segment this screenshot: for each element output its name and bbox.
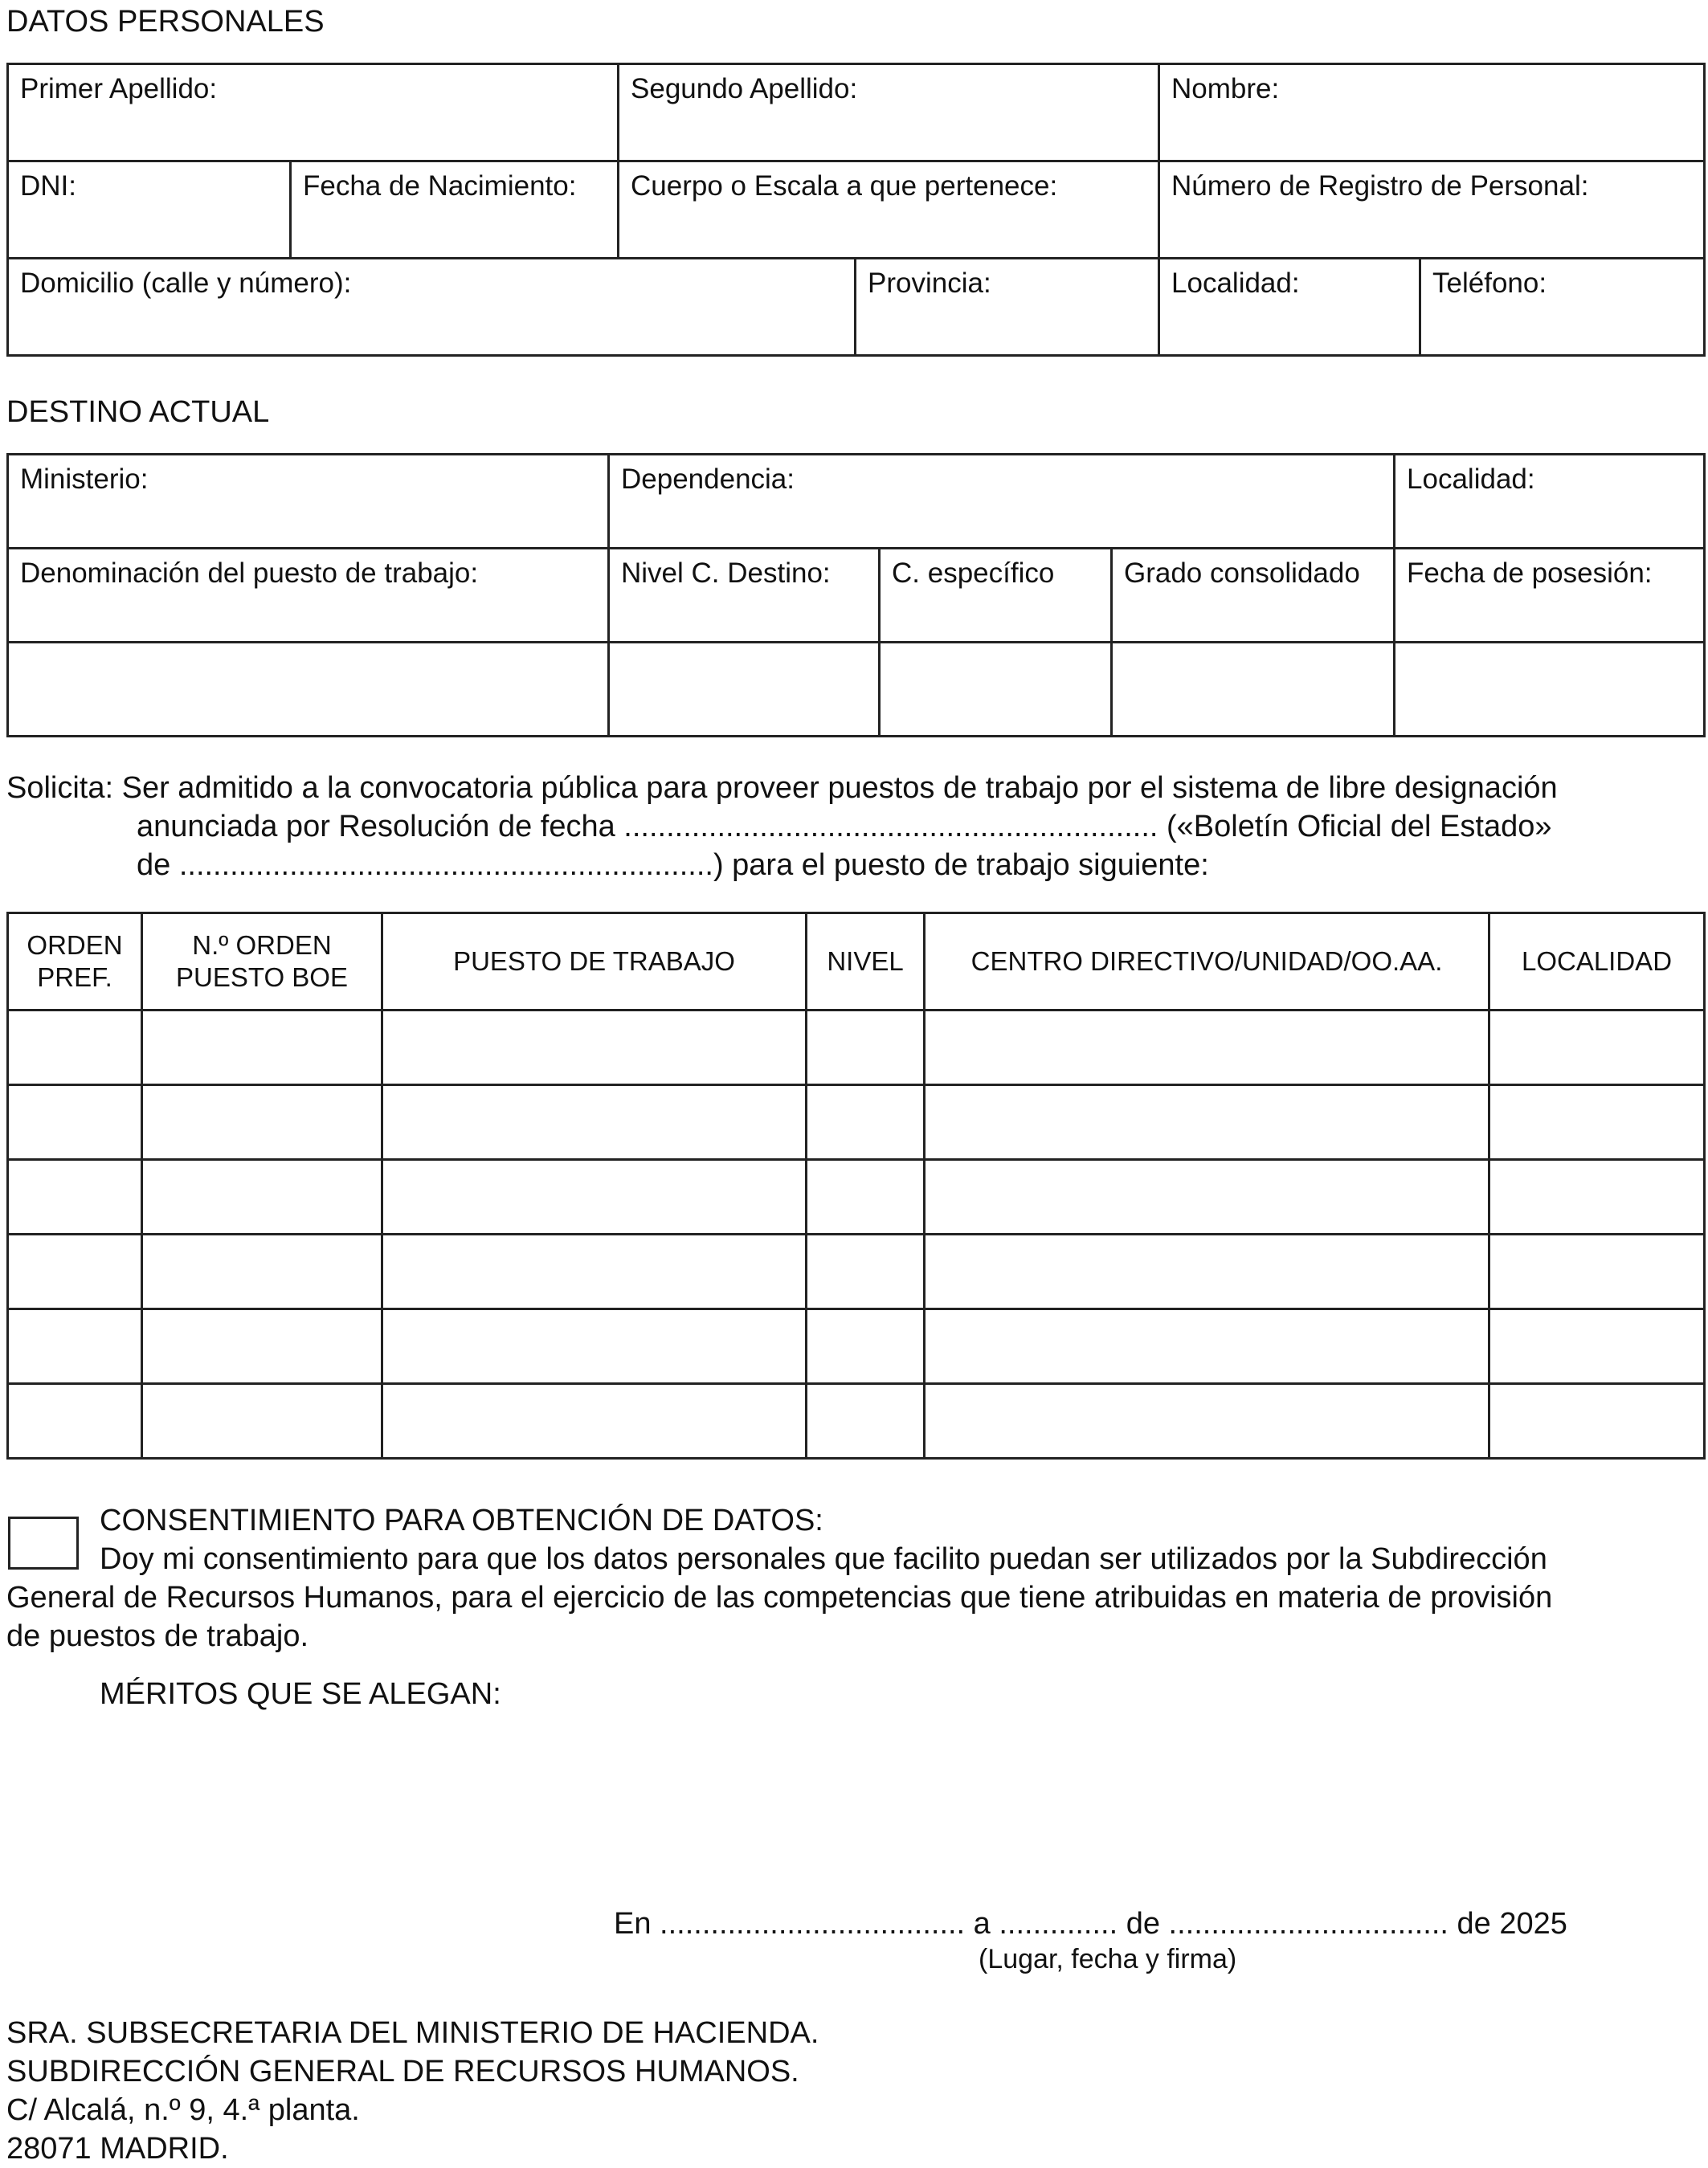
table-cell[interactable] <box>925 1085 1489 1160</box>
col-centro-directivo: CENTRO DIRECTIVO/UNIDAD/OO.AA. <box>925 913 1489 1011</box>
table-cell[interactable] <box>925 1011 1489 1085</box>
table-cell[interactable] <box>1489 1384 1705 1459</box>
section-title-destino-actual: DESTINO ACTUAL <box>6 395 270 429</box>
nivel-destino-field[interactable] <box>609 643 880 737</box>
table-cell[interactable] <box>142 1235 382 1309</box>
puestos-header-row <box>8 913 1705 1011</box>
nivel-destino-label: Nivel C. Destino: <box>621 557 831 589</box>
telefono-label: Teléfono: <box>1432 267 1547 299</box>
provincia-label: Provincia: <box>868 267 991 299</box>
table-cell[interactable] <box>8 1309 142 1384</box>
table-cell[interactable] <box>8 1011 142 1085</box>
localidad-destino-field[interactable] <box>1395 455 1705 549</box>
table-cell[interactable] <box>1489 1085 1705 1160</box>
c-especifico-field[interactable] <box>880 643 1112 737</box>
localidad-label: Localidad: <box>1171 267 1300 299</box>
table-cell[interactable] <box>382 1085 807 1160</box>
col-orden-line-2: PREF. <box>37 962 112 992</box>
destinatario-line-1: SRA. SUBSECRETARIA DEL MINISTERIO DE HACIENDA. <box>6 2016 819 2050</box>
solicita-line-3: de ...............................................................) para el puesto de trabajo siguiente: <box>137 848 1209 882</box>
table-cell[interactable] <box>1489 1160 1705 1235</box>
col-nivel: NIVEL <box>807 913 925 1011</box>
fecha-posesion-label: Fecha de posesión: <box>1407 557 1653 589</box>
table-cell[interactable] <box>807 1160 925 1235</box>
section-title-datos-personales: DATOS PERSONALES <box>6 5 325 39</box>
col-norden-line-2: PUESTO BOE <box>176 962 348 992</box>
nombre-field[interactable] <box>1159 64 1705 161</box>
table-cell[interactable] <box>925 1384 1489 1459</box>
dni-field[interactable] <box>8 161 291 259</box>
grado-consolidado-header <box>1112 549 1395 643</box>
ministerio-field[interactable] <box>8 455 609 549</box>
table-cell[interactable] <box>142 1384 382 1459</box>
destinatario-line-3: C/ Alcalá, n.º 9, 4.ª planta. <box>6 2093 360 2127</box>
table-cell[interactable] <box>925 1160 1489 1235</box>
table-cell[interactable] <box>925 1235 1489 1309</box>
c-especifico-header <box>880 549 1112 643</box>
solicita-line-2: anunciada por Resolución de fecha ............................................................... («Boletín Oficial del Estado» <box>137 810 1552 843</box>
ministerio-label: Ministerio: <box>20 463 149 495</box>
telefono-field[interactable] <box>1420 259 1705 356</box>
table-cell[interactable] <box>807 1384 925 1459</box>
table-row <box>8 1384 1705 1459</box>
denominacion-puesto-header <box>8 549 609 643</box>
table-cell[interactable] <box>142 1011 382 1085</box>
table-row <box>8 1235 1705 1309</box>
localidad-field[interactable] <box>1159 259 1420 356</box>
table-cell[interactable] <box>142 1160 382 1235</box>
table-cell[interactable] <box>807 1309 925 1384</box>
table-cell[interactable] <box>382 1011 807 1085</box>
table-cell[interactable] <box>1489 1235 1705 1309</box>
consentimiento-line-1: Doy mi consentimiento para que los datos personales que facilito puedan ser utilizados por la Subdirección <box>100 1542 1547 1576</box>
table-cell[interactable] <box>8 1235 142 1309</box>
puestos-table <box>6 912 1706 1460</box>
cuerpo-escala-field[interactable] <box>619 161 1159 259</box>
table-cell[interactable] <box>807 1235 925 1309</box>
table-row <box>8 1160 1705 1235</box>
col-puesto-trabajo: PUESTO DE TRABAJO <box>382 913 807 1011</box>
consentimiento-title: CONSENTIMIENTO PARA OBTENCIÓN DE DATOS: <box>100 1504 823 1537</box>
table-cell[interactable] <box>807 1085 925 1160</box>
table-cell[interactable] <box>925 1309 1489 1384</box>
provincia-field[interactable] <box>856 259 1159 356</box>
domicilio-field[interactable] <box>8 259 856 356</box>
table-cell[interactable] <box>1489 1011 1705 1085</box>
nombre-label: Nombre: <box>1171 73 1280 104</box>
denominacion-puesto-label: Denominación del puesto de trabajo: <box>20 557 479 589</box>
localidad-destino-label: Localidad: <box>1407 463 1535 495</box>
segundo-apellido-field[interactable] <box>619 64 1159 161</box>
col-norden-line-1: N.º ORDEN <box>192 930 332 960</box>
fecha-nacimiento-field[interactable] <box>291 161 619 259</box>
col-localidad: LOCALIDAD <box>1489 913 1705 1011</box>
table-row <box>8 1085 1705 1160</box>
table-cell[interactable] <box>142 1085 382 1160</box>
table-cell[interactable] <box>8 1160 142 1235</box>
col-norden-boe <box>142 913 382 1011</box>
numero-registro-label: Número de Registro de Personal: <box>1171 170 1589 202</box>
nivel-destino-header <box>609 549 880 643</box>
dni-label: DNI: <box>20 170 76 202</box>
firma-caption: (Lugar, fecha y firma) <box>979 1944 1237 1974</box>
consentimiento-checkbox[interactable] <box>8 1517 79 1570</box>
table-cell[interactable] <box>8 1384 142 1459</box>
denominacion-puesto-field[interactable] <box>8 643 609 737</box>
col-orden-pref <box>8 913 142 1011</box>
primer-apellido-field[interactable] <box>8 64 619 161</box>
consentimiento-line-3: de puestos de trabajo. <box>6 1619 309 1653</box>
grado-consolidado-field[interactable] <box>1112 643 1395 737</box>
dependencia-field[interactable] <box>609 455 1395 549</box>
table-cell[interactable] <box>807 1011 925 1085</box>
firma-line: En .................................... a .............. de ................................. de 2025 <box>614 1907 1567 1941</box>
fecha-posesion-header <box>1395 549 1705 643</box>
numero-registro-field[interactable] <box>1159 161 1705 259</box>
destino-actual-table <box>6 453 1706 737</box>
destinatario-line-4: 28071 MADRID. <box>6 2132 229 2166</box>
col-orden-line-1: ORDEN <box>27 930 123 960</box>
meritos-label: MÉRITOS QUE SE ALEGAN: <box>100 1677 501 1711</box>
datos-personales-table <box>6 63 1706 357</box>
table-cell[interactable] <box>8 1085 142 1160</box>
consentimiento-line-2: General de Recursos Humanos, para el ejercicio de las competencias que tiene atribuidas en materia de provisión <box>6 1581 1553 1615</box>
dependencia-label: Dependencia: <box>621 463 795 495</box>
destinatario-line-2: SUBDIRECCIÓN GENERAL DE RECURSOS HUMANOS. <box>6 2055 799 2088</box>
table-row <box>8 1011 1705 1085</box>
table-cell[interactable] <box>382 1384 807 1459</box>
table-cell[interactable] <box>382 1235 807 1309</box>
table-cell[interactable] <box>382 1160 807 1235</box>
segundo-apellido-label: Segundo Apellido: <box>631 73 858 104</box>
c-especifico-label: C. específico <box>892 557 1055 589</box>
cuerpo-escala-label: Cuerpo o Escala a que pertenece: <box>631 170 1058 202</box>
table-cell[interactable] <box>142 1309 382 1384</box>
fecha-posesion-field[interactable] <box>1395 643 1705 737</box>
table-cell[interactable] <box>1489 1309 1705 1384</box>
table-row <box>8 1309 1705 1384</box>
domicilio-label: Domicilio (calle y número): <box>20 267 352 299</box>
table-cell[interactable] <box>382 1309 807 1384</box>
primer-apellido-label: Primer Apellido: <box>20 73 218 104</box>
solicita-line-1: Solicita: Ser admitido a la convocatoria pública para proveer puestos de trabajo por el sistema de libre designación <box>6 771 1558 805</box>
fecha-nacimiento-label: Fecha de Nacimiento: <box>303 170 577 202</box>
grado-consolidado-label: Grado consolidado <box>1124 557 1360 589</box>
